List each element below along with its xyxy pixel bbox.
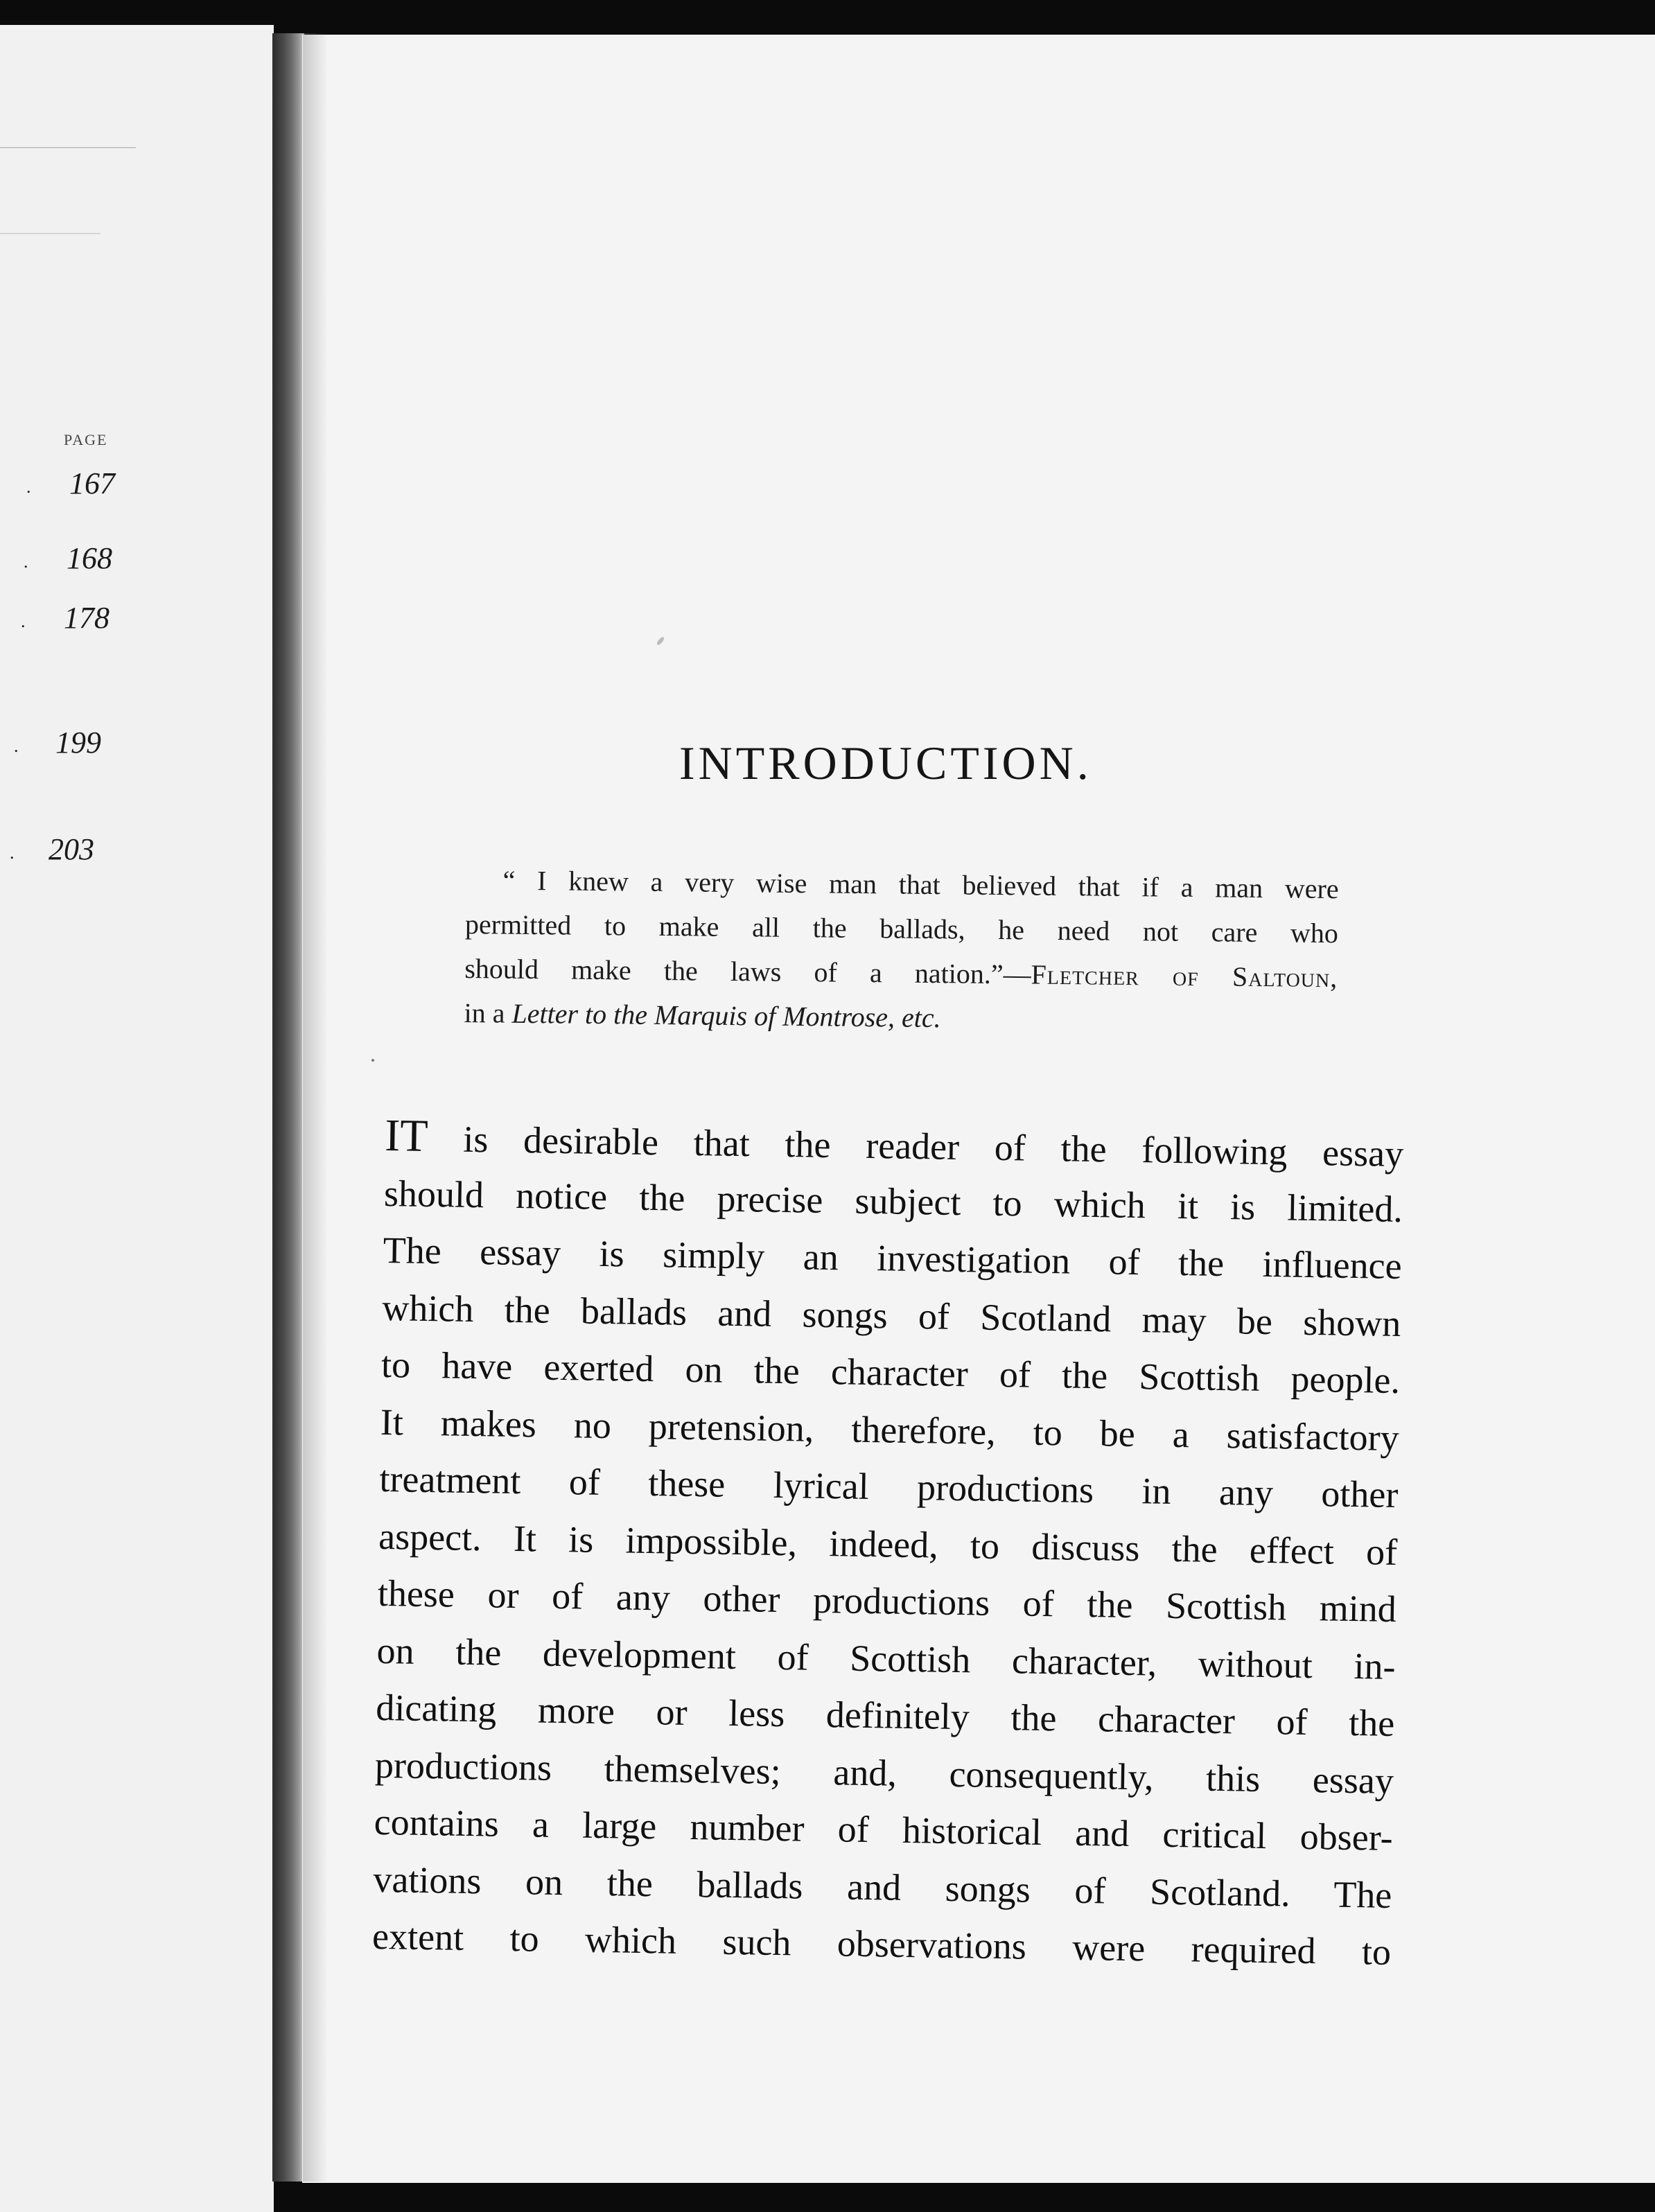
epigraph-line: “ I knew a very wise man that believed that if a man were	[502, 864, 1339, 905]
leader-dot: .	[14, 736, 19, 756]
body-line: these or of any other productions of the Scottish mind	[377, 1572, 1397, 1630]
leader-dot: .	[21, 611, 26, 631]
drop-cap: IT	[384, 1109, 429, 1161]
body-line: vations on the ballads and songs of Scotland. The	[373, 1858, 1392, 1916]
toc-page-number: 178	[64, 601, 110, 635]
body-line: dicating more or less definitely the character of the	[375, 1686, 1395, 1744]
toc-page-number: 167	[69, 466, 115, 500]
body-paragraph	[372, 1107, 1404, 1981]
gutter-shadow	[303, 33, 328, 2182]
toc-page-number: 203	[49, 832, 94, 866]
epigraph-attribution: Fletcher of Saltoun,	[1031, 958, 1338, 994]
body-line: The essay is simply an investigation of the influence	[383, 1229, 1403, 1288]
body-line: aspect. It is impossible, indeed, to discuss the effect of	[378, 1515, 1398, 1573]
epigraph-source-title: Letter to the Marquis of Montrose, etc.	[511, 997, 941, 1034]
rule-line	[0, 233, 100, 234]
body-line: treatment of these lyrical productions in any other	[379, 1457, 1399, 1516]
epigraph-source-prefix: in a	[464, 997, 512, 1029]
rule-line	[0, 147, 136, 148]
toc-page-number: 199	[55, 726, 101, 760]
epigraph-line	[464, 991, 1338, 1044]
body-line: which the ballads and songs of Scotland may be shown	[381, 1286, 1401, 1344]
toc-page-heading: PAGE	[64, 431, 108, 448]
body-line: productions themselves; and, consequently, this essay	[374, 1744, 1394, 1802]
body-line: contains a large number of historical and critical obser-	[374, 1800, 1394, 1859]
body-line: on the development of Scottish character, without in-	[376, 1629, 1396, 1687]
toc-page-number: 168	[67, 541, 112, 575]
epigraph-line: permitted to make all the ballads, he need not care who	[464, 908, 1339, 949]
epigraph-quote-end: should make the laws of a nation.”—	[464, 952, 1031, 990]
left-page-fragment	[0, 25, 274, 2212]
leader-dot: .	[24, 552, 28, 572]
chapter-title: INTRODUCTION.	[679, 737, 1092, 789]
leader-dot: .	[26, 477, 31, 497]
paper-speck	[371, 1059, 374, 1062]
body-line: to have exerted on the character of the Scottish people.	[380, 1343, 1401, 1402]
body-line: It makes no pretension, therefore, to be a satisfactory	[380, 1401, 1400, 1459]
leader-dot: .	[10, 843, 15, 863]
body-line: extent to which such observations were required to	[371, 1915, 1392, 1973]
epigraph	[464, 858, 1339, 1044]
body-line: should notice the precise subject to which it is limited.	[383, 1172, 1403, 1230]
book-gutter	[272, 33, 304, 2182]
body-line-text: is desirable that the reader of the following essay	[428, 1117, 1404, 1175]
